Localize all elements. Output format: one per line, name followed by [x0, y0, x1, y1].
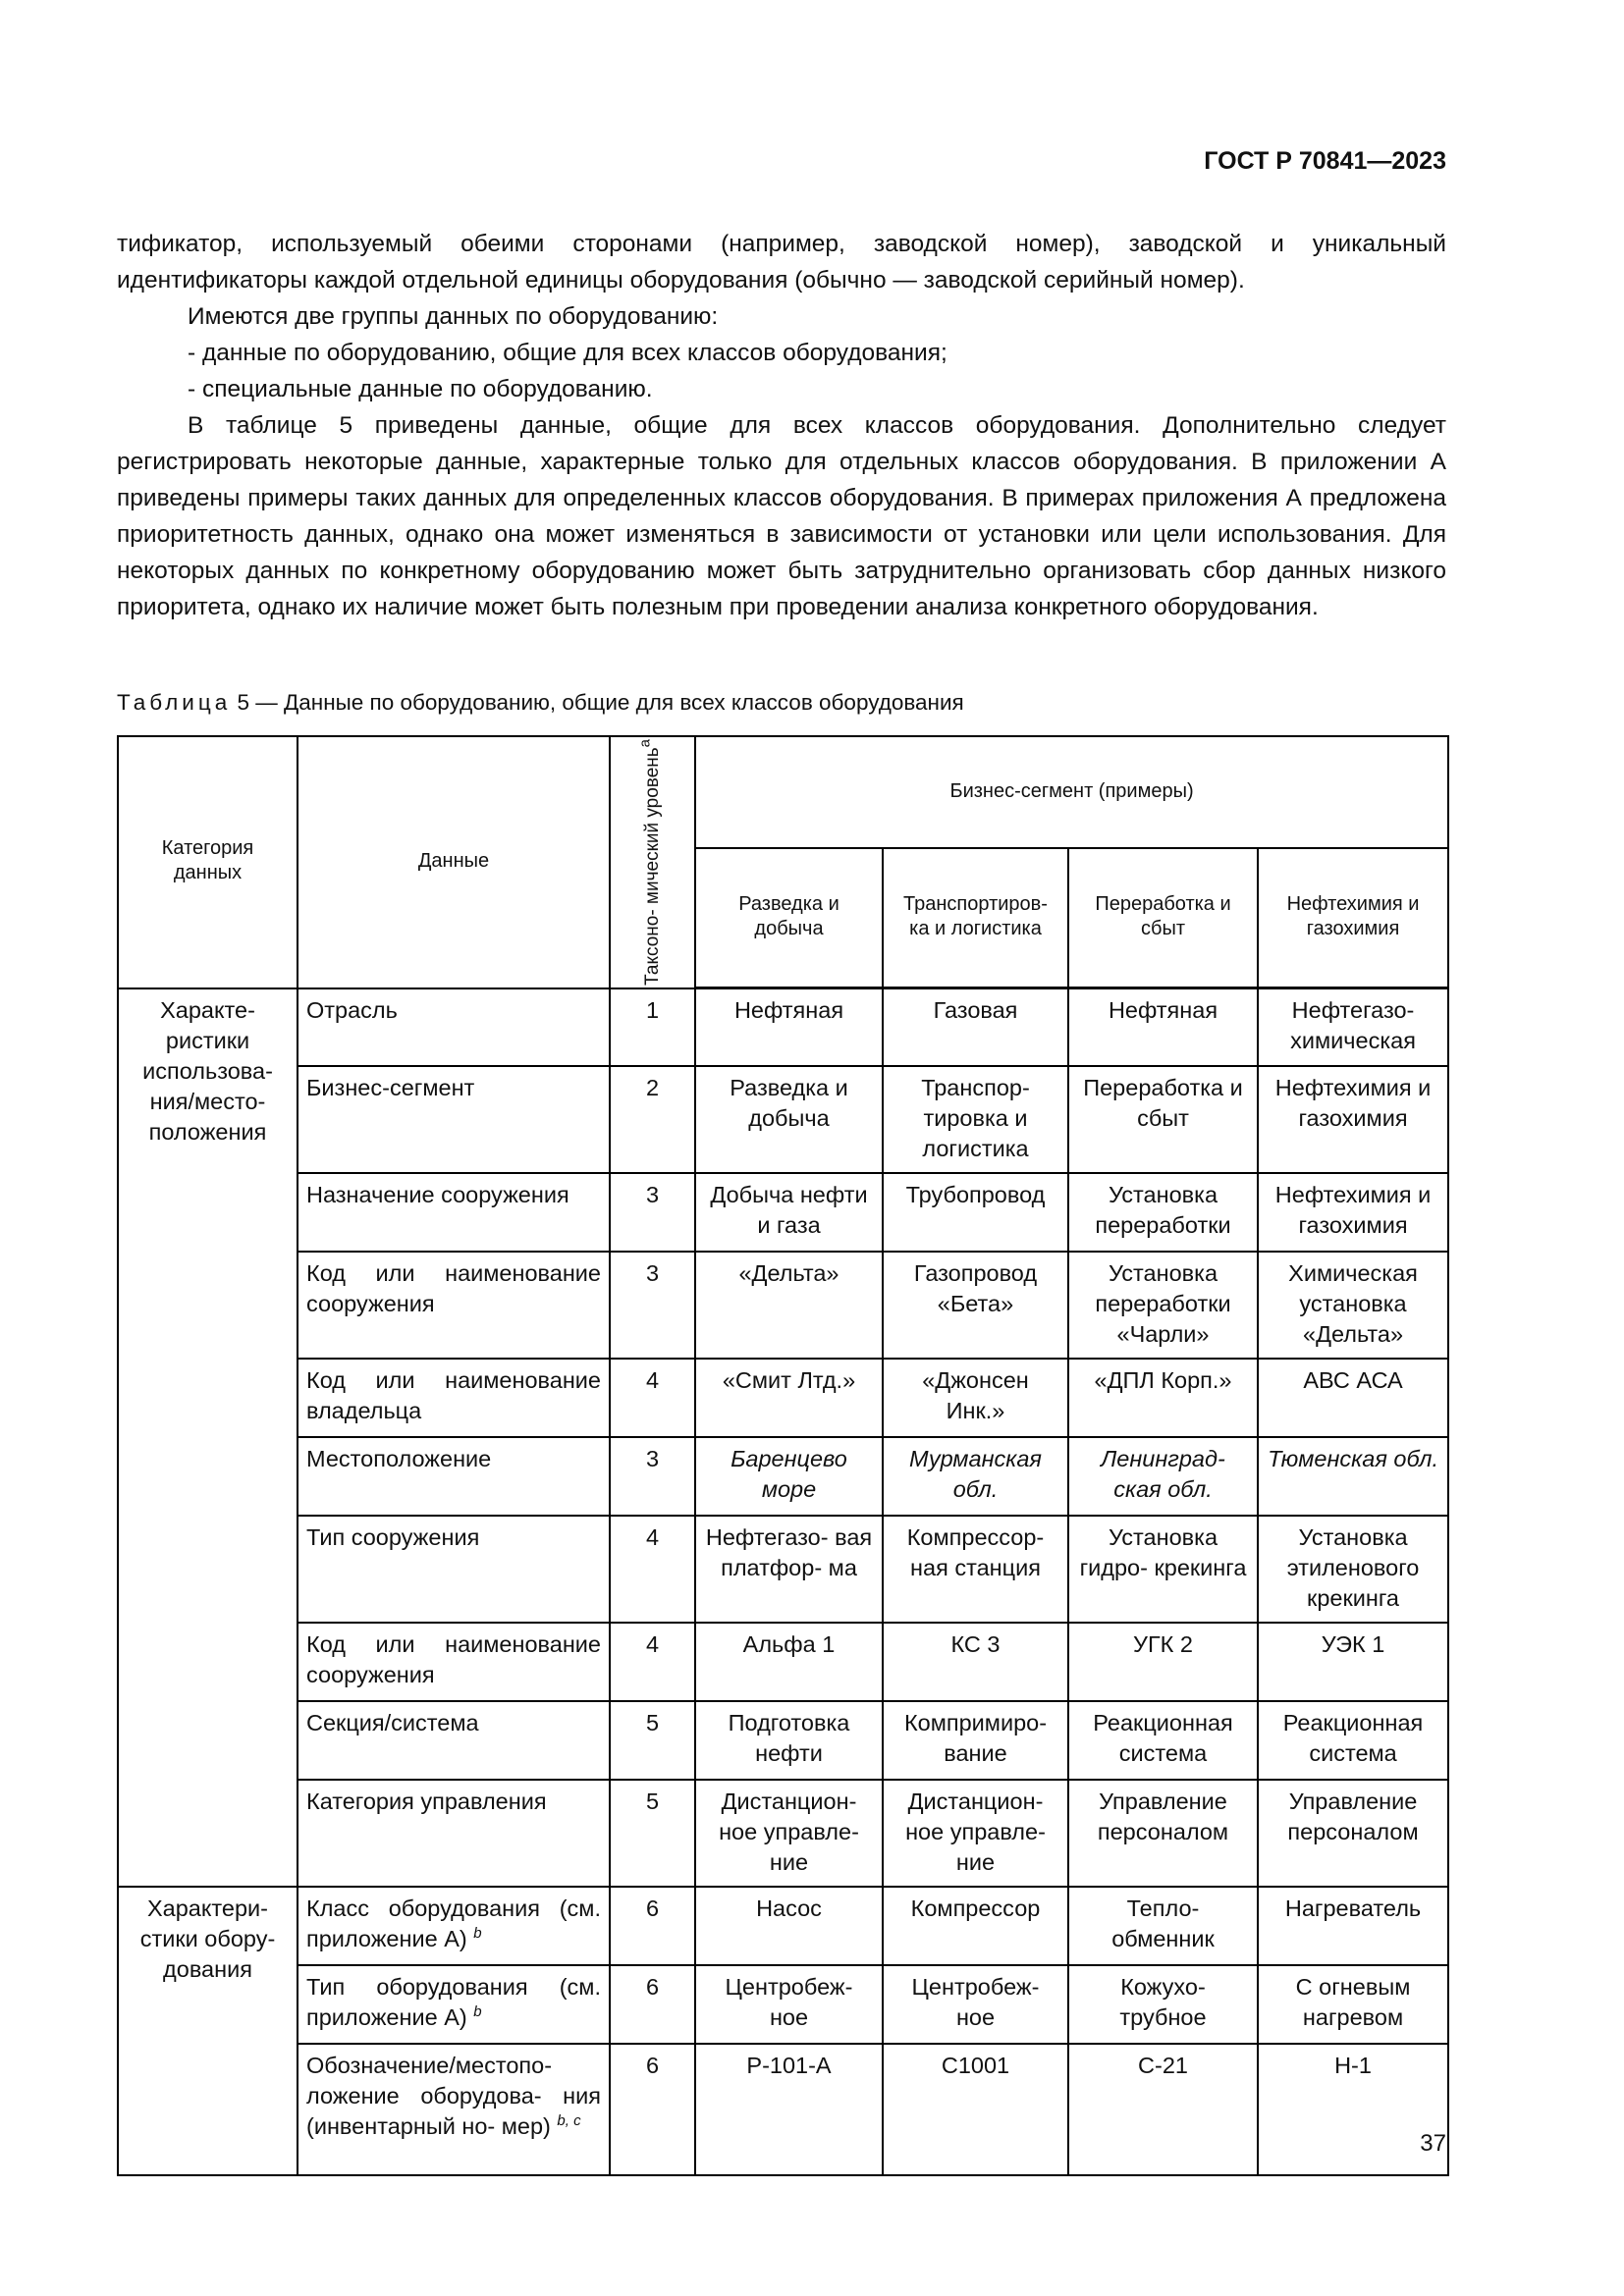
segment-value-cell: Нефтехимия и газохимия	[1258, 1173, 1448, 1252]
data-cell	[298, 1173, 610, 1252]
taxonomy-level-cell: 4	[610, 1516, 695, 1623]
segment-value-cell: Добыча нефти и газа	[695, 1173, 883, 1252]
segment-value-cell: С1001	[883, 2044, 1068, 2175]
segment-value-cell: Центробеж- ное	[695, 1965, 883, 2044]
segment-value-cell: АВС АСА	[1258, 1359, 1448, 1437]
data-label: Категория управления	[306, 1788, 547, 1814]
segment-value-cell: Насос	[695, 1887, 883, 1965]
segment-value-cell: С огневым нагревом	[1258, 1965, 1448, 2044]
segment-value-cell: Газопровод «Бета»	[883, 1252, 1068, 1359]
segment-value-cell: Нефтегазо- химическая	[1258, 988, 1448, 1066]
taxonomy-level-cell: 6	[610, 2044, 695, 2175]
table-row	[118, 1965, 1448, 2044]
document-code: ГОСТ Р 70841—2023	[1204, 147, 1446, 175]
table-body	[118, 988, 1448, 2175]
segment-value-cell: «Смит Лтд.»	[695, 1359, 883, 1437]
data-cell	[298, 1252, 610, 1359]
paragraph: Имеются две группы данных по оборудованию:	[188, 303, 719, 330]
data-label: Отрасль	[306, 996, 398, 1023]
segment-value-cell: Подготовка нефти	[695, 1701, 883, 1780]
table-row	[118, 1252, 1448, 1359]
data-cell	[298, 1516, 610, 1623]
table-row	[118, 1173, 1448, 1252]
table-row	[118, 1516, 1448, 1623]
segment-value-cell: Компримиро- вание	[883, 1701, 1068, 1780]
footnote-mark: b	[473, 2003, 482, 2021]
data-label: Местоположение	[306, 1445, 492, 1471]
data-cell	[298, 1359, 610, 1437]
data-label: Обозначение/местопо- ложение оборудова- ния (инвентарный но- мер)	[306, 2052, 601, 2139]
segment-value-cell: Установка переработки	[1068, 1173, 1258, 1252]
segment-value-cell: Установка переработки «Чарли»	[1068, 1252, 1258, 1359]
table-row	[118, 1066, 1448, 1173]
taxonomy-level-cell: 3	[610, 1173, 695, 1252]
data-label: Класс оборудования (см. приложение А)	[306, 1895, 601, 1951]
table-row	[118, 1359, 1448, 1437]
paragraph: В таблице 5 приведены данные, общие для всех классов оборудования. Дополнительно следует регистрировать некоторые данные, характерные только для отдельных классов оборудования. В приложении А приведены примеры таких данных для определенных классов оборудования. В примерах приложения А предложена приоритетность данных, однако она может изменяться в зависимости от установки или цели использования. Для некоторых данных по конкретному оборудованию может быть затруднительно организовать сбор данных низкого приоритета, однако их наличие может быть полезным при проведении анализа конкретного оборудования.	[117, 412, 1446, 620]
taxonomy-level-cell: 2	[610, 1066, 695, 1173]
header-data: Данные	[298, 736, 610, 988]
segment-value-cell: «Джонсен Инк.»	[883, 1359, 1068, 1437]
segment-value-cell: Газовая	[883, 988, 1068, 1066]
table-row	[118, 1887, 1448, 1965]
segment-value-cell: КС 3	[883, 1623, 1068, 1701]
header-category: Категория данных	[118, 736, 298, 988]
segment-value-cell: Управление персоналом	[1258, 1780, 1448, 1887]
data-cell	[298, 2044, 610, 2175]
segment-value-cell: Нефтехимия и газохимия	[1258, 1066, 1448, 1173]
segment-value-cell: Баренцево море	[695, 1437, 883, 1516]
data-label: Секция/система	[306, 1709, 479, 1735]
segment-value-cell: Р-101-А	[695, 2044, 883, 2175]
footnote-mark: b	[473, 1925, 482, 1943]
segment-value-cell: Установка этиленового крекинга	[1258, 1516, 1448, 1623]
segment-value-cell: Компрессор- ная станция	[883, 1516, 1068, 1623]
equipment-data-table	[117, 735, 1449, 2176]
table-row	[118, 1623, 1448, 1701]
data-cell	[298, 1780, 610, 1887]
data-label: Код или наименование сооружения	[306, 1259, 601, 1316]
segment-value-cell: Управление персоналом	[1068, 1780, 1258, 1887]
data-label: Бизнес-сегмент	[306, 1074, 475, 1100]
segment-value-cell: Ленинград- ская обл.	[1068, 1437, 1258, 1516]
taxonomy-level-cell: 5	[610, 1780, 695, 1887]
header-taxonomy-footnote: a	[636, 739, 654, 748]
data-cell	[298, 1437, 610, 1516]
segment-value-cell: Кожухо- трубное	[1068, 1965, 1258, 2044]
segment-value-cell: Компрессор	[883, 1887, 1068, 1965]
segment-value-cell: Установка гидро- крекинга	[1068, 1516, 1258, 1623]
data-cell	[298, 988, 610, 1066]
segment-value-cell: Дистанцион- ное управле- ние	[883, 1780, 1068, 1887]
segment-value-cell: Альфа 1	[695, 1623, 883, 1701]
taxonomy-level-cell: 6	[610, 1965, 695, 2044]
segment-value-cell: Реакционная система	[1258, 1701, 1448, 1780]
header-segment: Переработка и сбыт	[1068, 848, 1258, 988]
segment-value-cell: Тепло- обменник	[1068, 1887, 1258, 1965]
segment-value-cell: Нефтегазо- вая платфор- ма	[695, 1516, 883, 1623]
taxonomy-level-cell: 4	[610, 1359, 695, 1437]
segment-value-cell: Нефтяная	[695, 988, 883, 1066]
segment-value-cell: «Дельта»	[695, 1252, 883, 1359]
table-caption-text: 5 — Данные по оборудованию, общие для всех классов оборудования	[237, 690, 964, 715]
taxonomy-level-cell: 4	[610, 1623, 695, 1701]
header-taxonomy	[610, 736, 695, 988]
segment-value-cell: УЭК 1	[1258, 1623, 1448, 1701]
segment-value-cell: Дистанцион- ное управле- ние	[695, 1780, 883, 1887]
category-cell: Характе- ристики использова- ния/место- положения	[118, 988, 298, 1887]
table-row	[118, 988, 1448, 1066]
taxonomy-level-cell: 6	[610, 1887, 695, 1965]
taxonomy-level-cell: 5	[610, 1701, 695, 1780]
taxonomy-level-cell: 1	[610, 988, 695, 1066]
segment-value-cell: Мурманская обл.	[883, 1437, 1068, 1516]
list-item: - специальные данные по оборудованию.	[188, 376, 653, 402]
header-taxonomy-label: Таксоно- мический уровень	[641, 747, 663, 986]
data-label: Код или наименование владельца	[306, 1366, 601, 1423]
segment-value-cell: Химическая установка «Дельта»	[1258, 1252, 1448, 1359]
body-text	[117, 226, 1446, 625]
header-segment: Нефтехимия и газохимия	[1258, 848, 1448, 988]
data-cell	[298, 1623, 610, 1701]
data-cell	[298, 1701, 610, 1780]
data-label: Тип оборудования (см. приложение А)	[306, 1973, 601, 2030]
segment-value-cell: Трубопровод	[883, 1173, 1068, 1252]
segment-value-cell: Центробеж- ное	[883, 1965, 1068, 2044]
segment-value-cell: Разведка и добыча	[695, 1066, 883, 1173]
table-row	[118, 1701, 1448, 1780]
data-cell	[298, 1887, 610, 1965]
data-cell	[298, 1066, 610, 1173]
segment-value-cell: Н-1	[1258, 2044, 1448, 2175]
segment-value-cell: «ДПЛ Корп.»	[1068, 1359, 1258, 1437]
data-label: Код или наименование сооружения	[306, 1630, 601, 1687]
category-cell: Характери- стики обору- дования	[118, 1887, 298, 2175]
data-label: Назначение сооружения	[306, 1181, 569, 1207]
segment-value-cell: Нагреватель	[1258, 1887, 1448, 1965]
data-label: Тип сооружения	[306, 1523, 480, 1550]
taxonomy-level-cell: 3	[610, 1437, 695, 1516]
data-cell	[298, 1965, 610, 2044]
footnote-mark: b, c	[557, 2112, 581, 2130]
segment-value-cell: Реакционная система	[1068, 1701, 1258, 1780]
header-business-segment: Бизнес-сегмент (примеры)	[695, 736, 1448, 848]
segment-value-cell: Транспор- тировка и логистика	[883, 1066, 1068, 1173]
table-row	[118, 1437, 1448, 1516]
segment-value-cell: С-21	[1068, 2044, 1258, 2175]
table-row	[118, 2044, 1448, 2175]
header-segment: Транспортиров- ка и логистика	[883, 848, 1068, 988]
paragraph: тификатор, используемый обеими сторонами (например, заводской номер), заводской и уникальный идентификаторы каждой отдельной единицы оборудования (обычно — заводской серийный номер).	[117, 231, 1446, 294]
page-number: 37	[1420, 2130, 1446, 2157]
segment-value-cell: УГК 2	[1068, 1623, 1258, 1701]
table-caption-prefix: Таблица	[117, 690, 232, 715]
segment-value-cell: Тюменская обл.	[1258, 1437, 1448, 1516]
segment-value-cell: Переработка и сбыт	[1068, 1066, 1258, 1173]
table-row	[118, 1780, 1448, 1887]
header-segment: Разведка и добыча	[695, 848, 883, 988]
segment-value-cell: Нефтяная	[1068, 988, 1258, 1066]
table-caption	[117, 690, 964, 716]
list-item: - данные по оборудованию, общие для всех классов оборудования;	[188, 340, 947, 366]
taxonomy-level-cell: 3	[610, 1252, 695, 1359]
